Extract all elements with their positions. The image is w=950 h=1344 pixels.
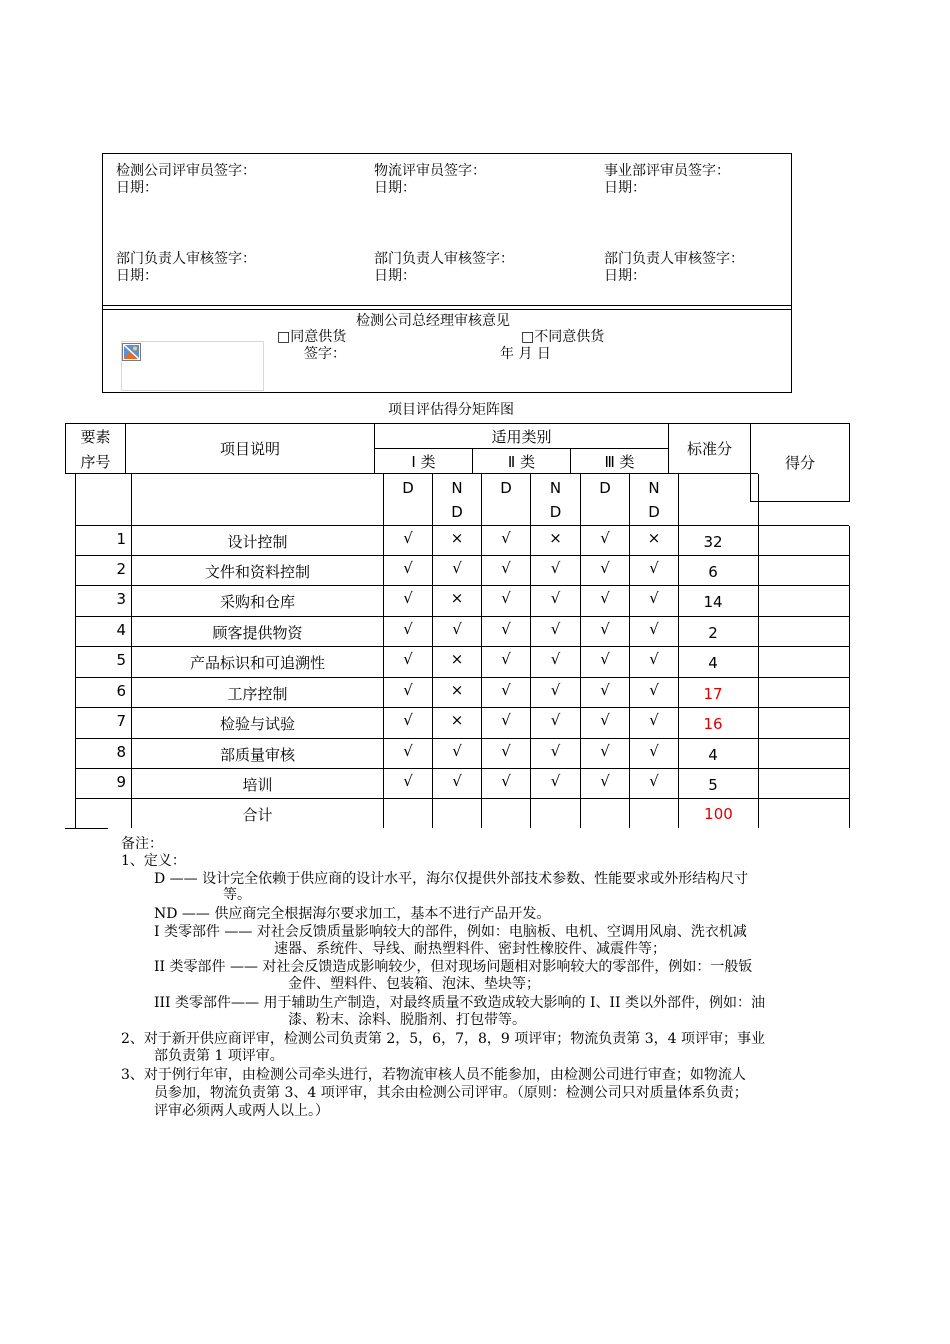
agree-checkbox[interactable]: □同意供货 [277,329,347,345]
row-standard-score: 16 [703,714,723,733]
note-c2-line2: 金件、塑料件、包装箱、泡沫、垫块等； [288,976,540,992]
row-mark: √ [501,741,511,760]
row-mark: √ [501,771,511,790]
row-number: 5 [116,651,126,669]
row-mark: √ [452,558,462,577]
header-category: 适用类别 [491,427,552,446]
row-mark: √ [501,680,511,699]
row-mark: √ [649,588,659,607]
disagree-checkbox[interactable]: □不同意供货 [521,329,605,345]
header-seq-line2: 序号 [80,453,111,471]
row-mark: √ [600,588,610,607]
dept-head-sign-label: 部门负责人审核签字： [116,251,256,267]
divider [102,305,792,306]
header-nd-n: N [549,479,562,497]
row-item: 检验与试验 [219,715,295,733]
row-number: 2 [116,560,126,578]
row-number: 9 [116,773,126,791]
note-1: 1、定义： [121,853,186,869]
gm-review-title: 检测公司总经理审核意见 [356,313,510,329]
date-label: 日期： [374,180,416,196]
row-mark: √ [649,649,659,668]
row-mark: √ [600,680,610,699]
row-mark: √ [550,649,561,668]
row-standard-score: 5 [708,775,718,794]
row-item: 产品标识和可追溯性 [189,654,325,672]
row-mark: √ [452,771,462,790]
logistics-reviewer-sign-label: 物流评审员签字： [374,163,486,179]
row-mark: √ [600,649,610,668]
header-nd-d: D [648,503,660,521]
row-mark: √ [403,558,413,577]
row-mark: √ [501,649,511,668]
row-standard-score: 32 [703,532,723,551]
row-mark: √ [403,771,413,790]
row-mark: √ [403,649,413,668]
row-mark: √ [550,680,561,699]
row-number: 1 [116,530,126,548]
header-nd-d: D [451,503,463,521]
row-standard-score: 14 [703,592,723,611]
date-label: 日期： [116,180,158,196]
header-score: 得分 [784,454,815,472]
row-mark: √ [403,680,413,699]
note-c3-line2: 漆、粉末、涂料、脱脂剂、打包带等。 [288,1012,526,1028]
total-label: 合计 [242,805,273,824]
row-mark: √ [403,588,413,607]
header-seq-line1: 要素 [80,428,111,446]
note-nd: ND —— 供应商完全根据海尔要求加工，基本不进行产品开发。 [154,906,551,922]
row-item: 顾客提供物资 [212,624,303,642]
row-mark: √ [403,710,413,729]
header-cat1: Ⅰ 类 [411,452,436,471]
note-2-line2: 部负责第 1 项评审。 [154,1048,284,1064]
row-item: 部质量审核 [219,746,295,764]
gm-date-label: 年 月 日 [500,346,551,362]
total-value: 100 [704,805,733,823]
note-3-line2: 员参加，物流负责第 3、4 项评审，其余由检测公司评审。（原则：检测公司只对质量体系负责； [154,1085,748,1101]
row-mark: √ [550,619,561,638]
row-standard-score: 4 [708,653,718,672]
note-c1-line2: 速器、系统件、导线、耐热塑料件、密封性橡胶件、减震件等； [274,941,666,957]
row-mark: × [450,649,464,668]
row-standard-score: 2 [708,623,718,642]
row-mark: × [450,680,464,699]
date-label: 日期： [604,180,646,196]
note-2-line1: 2、对于新开供应商评审，检测公司负责第 2，5，6，7，8，9 项评审；物流负责第 3，4 项评审；事业 [121,1031,765,1047]
row-number: 3 [116,590,126,608]
row-mark: × [450,528,464,547]
row-mark: √ [600,619,610,638]
note-c2-line1: II 类零部件 —— 对社会反馈造成影响较少，但对现场问题相对影响较大的零部件，例如：一般钣 [154,959,753,975]
header-cat2: Ⅱ 类 [507,452,536,471]
row-mark: √ [600,558,610,577]
header-nd-d: D [549,503,562,521]
row-number: 8 [116,743,126,761]
header-cat3: Ⅲ 类 [604,452,635,471]
row-mark: × [450,710,464,729]
row-mark: √ [501,710,511,729]
row-standard-score: 4 [708,745,718,764]
row-mark: √ [501,619,511,638]
row-mark: √ [649,680,659,699]
note-c3-line1: III 类零部件—— 用于辅助生产制造，对最终质量不致造成较大影响的 I、II 类以外部件，例如：油 [154,995,765,1011]
header-item: 项目说明 [219,440,280,458]
row-mark: √ [550,710,561,729]
division-reviewer-sign-label: 事业部评审员签字： [604,163,730,179]
row-mark: √ [452,619,462,638]
row-mark: √ [649,558,659,577]
header-d: D [500,479,512,497]
note-3-line1: 3、对于例行年审，由检测公司牵头进行，若物流审核人员不能参加，由检测公司进行审查；如物流人 [121,1067,746,1083]
row-mark: √ [649,741,659,760]
row-mark: √ [550,558,561,577]
gm-sign-label: 签字： [304,346,346,362]
row-item: 采购和仓库 [219,593,295,611]
row-mark: √ [600,771,610,790]
row-mark: √ [649,619,659,638]
row-mark: × [647,528,661,547]
row-mark: √ [403,528,413,547]
header-d: D [599,479,611,497]
matrix-title: 项目评估得分矩阵图 [388,402,514,418]
row-standard-score: 17 [703,684,723,703]
row-mark: √ [649,710,659,729]
header-nd-n: N [648,479,660,497]
signature-image-placeholder [121,341,264,391]
inspection-reviewer-sign-label: 检测公司评审员签字： [116,163,256,179]
note-d-line2: 等。 [223,887,251,903]
row-standard-score: 6 [708,562,718,581]
dept-head-sign-label: 部门负责人审核签字： [604,251,744,267]
note-c1-line1: I 类零部件 —— 对社会反馈质量影响较大的部件，例如：电脑板、电机、空调用风扇、洗衣机减 [154,924,747,940]
row-mark: √ [600,528,610,547]
date-label: 日期： [116,268,158,284]
row-mark: √ [403,741,413,760]
date-label: 日期： [604,268,646,284]
row-number: 7 [116,712,126,730]
row-item: 文件和资料控制 [204,563,310,581]
header-standard: 标准分 [686,440,732,458]
broken-image-icon [122,343,141,361]
row-item: 设计控制 [227,533,288,551]
row-mark: √ [403,619,413,638]
row-mark: √ [501,528,511,547]
note-d-line1: D —— 设计完全依赖于供应商的设计水平，海尔仅提供外部技术参数、性能要求或外形结构尺寸 [154,871,749,887]
row-mark: √ [550,771,561,790]
row-mark: √ [600,741,610,760]
row-mark: × [549,528,562,547]
row-item: 培训 [242,776,273,794]
row-mark: √ [600,710,610,729]
notes-title: 备注： [121,836,163,852]
note-3-line3: 评审必须两人或两人以上。） [154,1103,329,1119]
row-item: 工序控制 [227,685,288,703]
row-mark: √ [649,771,659,790]
divider [102,309,792,310]
row-number: 6 [116,682,126,700]
row-mark: √ [550,741,561,760]
row-mark: × [450,588,464,607]
header-d: D [402,479,414,497]
row-mark: √ [501,558,511,577]
header-nd-n: N [451,479,463,497]
date-label: 日期： [374,268,416,284]
row-mark: √ [501,588,511,607]
dept-head-sign-label: 部门负责人审核签字： [374,251,514,267]
row-number: 4 [116,621,126,639]
row-mark: √ [550,588,561,607]
row-mark: √ [452,741,462,760]
